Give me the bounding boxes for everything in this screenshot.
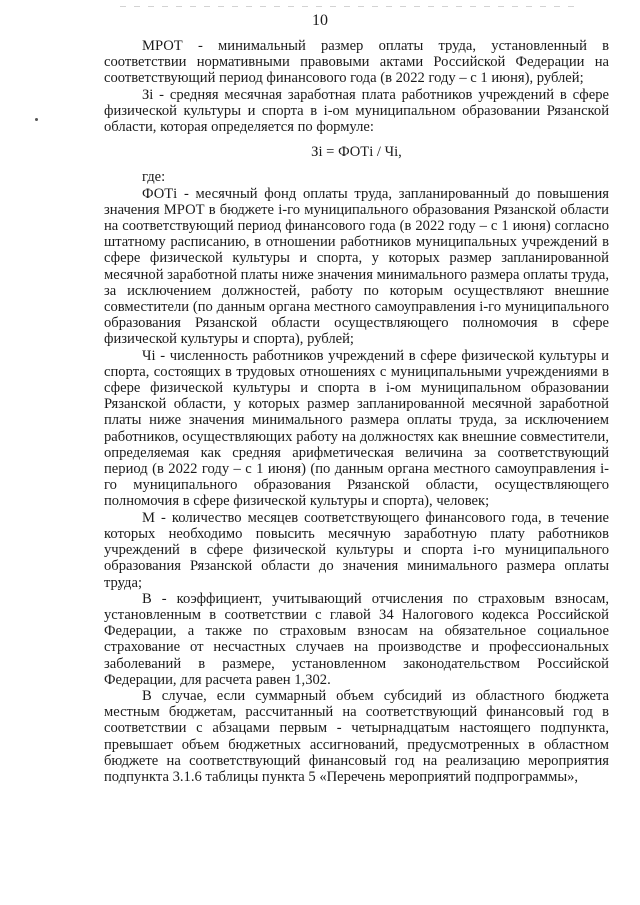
paragraph-subsidy-case: В случае, если суммарный объем субсидий из областного бюджета местным бюджетам, рассчитанный на соответствующий финансовый год в соответствии с абзацами первым - четырнадцатым настоящего подпункта, превышает объем бюджетных ассигнований, предусмотренных в областном бюджете на соответствующий финансовый год на реализацию мероприятия подпункта 3.1.6 таблицы пункта 5 «Перечень мероприятий подпрограммы», bbox=[104, 687, 609, 785]
paragraph-zi-definition: Зі - средняя месячная заработная плата работников учреждений в сфере физической культуры и спорта в і-ом муниципальном образовании Рязанской области, которая определяется по формуле: bbox=[104, 86, 609, 136]
paragraph-foti-definition: ФОТі - месячный фонд оплаты труда, запланированный до повышения значения МРОТ в бюджете і-го муниципального образования Рязанской области на соответствующий период финансового года (в 2022 году – с 1 июня) согласно штатному расписанию, в отношении работников муниципальных учреждений в сфере физической культуры и спорта, у которых размер запланированной месячной заработной платы ниже значения минимального размера оплаты труда, за исключением должностей, работу по которым осуществляют внешние совместители (по данным органа местного самоуправления і-го муниципального образования Рязанской области осуществляющего полномочия в сфере физической культуры и спорта), рублей; bbox=[104, 185, 609, 348]
formula: Зі = ФОТі / Чі, bbox=[311, 144, 402, 161]
where-label: где: bbox=[142, 169, 166, 186]
paragraph-mrot-definition: МРОТ - минимальный размер оплаты труда, установленный в соответствии нормативными правовыми актами Российской Федерации на соответствующий период финансового года (в 2022 году – с 1 июня), рублей; bbox=[104, 38, 609, 87]
page-number: 10 bbox=[312, 12, 328, 29]
scan-artifact-line bbox=[120, 6, 580, 7]
paragraph-m-definition: М - количество месяцев соответствующего финансового года, в течение которых необходимо повысить месячную заработную плату работников учреждений в сфере физической культуры и спорта і-го муниципального образования Рязанской области до значения минимального размера оплаты труда; bbox=[104, 509, 609, 591]
scan-speck bbox=[35, 118, 38, 121]
paragraph-chi-definition: Чі - численность работников учреждений в сфере физической культуры и спорта, состоящих в трудовых отношениях с муниципальными учреждениями в сфере физической культуры и спорта в і-ом муниципальном образовании Рязанской области, у которых размер запланированной месячной заработной платы ниже значения минимального размера оплаты труда, за исключением работников, осуществляющих работу на должностях как внешние совместители, определяемая как средняя арифметическая величина за соответствующий период (в 2022 году – с 1 июня) (по данным органа местного самоуправления і-го муниципального образования Рязанской области, осуществляющего полномочия в сфере физической культуры и спорта), человек; bbox=[104, 347, 609, 510]
paragraph-b-definition: В - коэффициент, учитывающий отчисления по страховым взносам, установленным в соответствии с главой 34 Налогового кодекса Российской Федерации, а также по страховым взносам на обязательное социальное страхование от несчастных случаев на производстве и профессиональных заболеваний в размере, установленном законодательством Российской Федерации, для расчета равен 1,302. bbox=[104, 590, 609, 688]
document-body bbox=[104, 38, 609, 785]
